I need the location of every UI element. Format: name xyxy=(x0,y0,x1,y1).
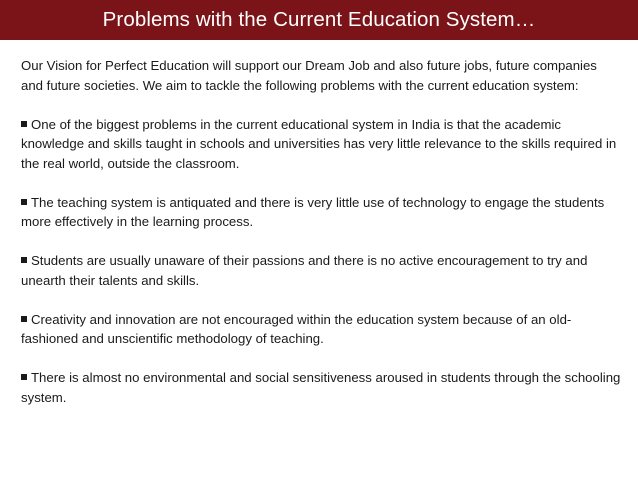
bullet-text: There is almost no environmental and social sensitiveness aroused in students through the schooling system. xyxy=(21,370,621,405)
bullet-item xyxy=(21,368,621,407)
square-bullet-icon xyxy=(21,316,27,322)
bullet-item xyxy=(21,193,621,232)
bullet-text: One of the biggest problems in the current educational system in India is that the academic knowledge and skills taught in schools and universities has very little relevance to the skills required in the real world, outside the classroom. xyxy=(21,116,617,171)
square-bullet-icon xyxy=(21,374,27,380)
bullet-text: Students are usually unaware of their passions and there is no active encouragement to try and unearth their talents and skills. xyxy=(21,253,588,288)
square-bullet-icon xyxy=(21,257,27,263)
square-bullet-icon xyxy=(21,121,27,127)
square-bullet-icon xyxy=(21,199,27,205)
bullet-text: Creativity and innovation are not encouraged within the education system because of an old-fashioned and unscientific methodology of teaching. xyxy=(21,311,572,346)
title-bar xyxy=(0,0,638,40)
slide-title: Problems with the Current Education System… xyxy=(102,8,536,31)
bullet-item xyxy=(21,251,621,290)
bullet-item xyxy=(21,310,621,349)
intro-paragraph: Our Vision for Perfect Education will support our Dream Job and also future jobs, future companies and future societies. We aim to tackle the following problems with the current education system: xyxy=(21,58,597,93)
slide-body xyxy=(21,56,621,427)
bullet-text: The teaching system is antiquated and there is very little use of technology to engage the students more effectively in the learning process. xyxy=(21,194,605,229)
bullet-item xyxy=(21,115,621,174)
